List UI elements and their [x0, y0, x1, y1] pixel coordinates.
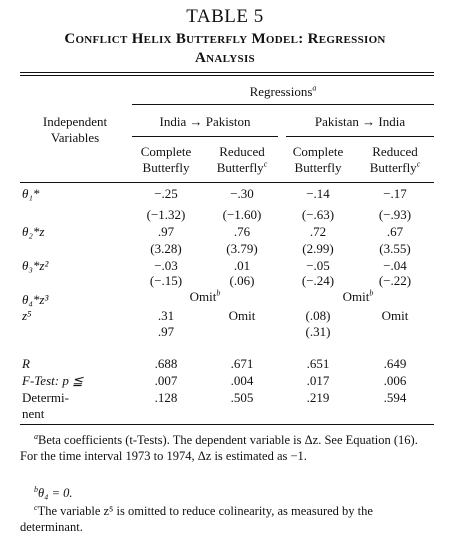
table-cell: (−.93): [378, 207, 412, 222]
table-cell: .97: [157, 224, 175, 239]
row-label: θ₁*: [22, 186, 40, 201]
footnote-a: $^a$Beta coefficients (t-Tests). The dependent variable is Δz. See Equation (16). For the time interval 1973 to 1974, Δz is estimated as −1.: [20, 431, 418, 463]
stat-label: Determi-: [22, 390, 69, 405]
table-cell: (−.24): [301, 273, 335, 288]
table-cell: −.17: [383, 186, 407, 201]
group2-rule: [286, 136, 434, 137]
table-cell: .671: [230, 356, 254, 371]
table-cell: (−1.60): [222, 207, 262, 222]
table-cell: .76: [233, 224, 251, 239]
omit-cell: Omit$^b$: [189, 288, 221, 304]
col3-header: Complete Butterfly: [292, 144, 344, 175]
top-rule: [20, 72, 434, 73]
table-cell: .01: [233, 258, 251, 273]
table-cell: Omit: [381, 308, 409, 323]
subtitle-line-1: Conflict Helix Butterfly Model: Regression: [64, 31, 386, 47]
table-cell: .688: [154, 356, 178, 371]
table-cell: .017: [306, 373, 330, 388]
table-cell: −.25: [154, 186, 178, 201]
table-cell: .651: [306, 356, 330, 371]
row-label: θ₂*z: [22, 224, 45, 239]
regressions-rule: [132, 104, 434, 105]
table-cell: .72: [309, 224, 327, 239]
footnote-b: $^b$θ₄ = 0.: [34, 484, 73, 500]
bottom-rule: [20, 424, 434, 425]
table-cell: .67: [386, 224, 404, 239]
table-cell: .219: [306, 390, 330, 405]
table-cell: −.04: [383, 258, 407, 273]
table-cell: −.14: [306, 186, 330, 201]
stat-label: F-Test: p ≦: [22, 373, 83, 388]
table-cell: (3.79): [226, 241, 258, 256]
col2-header: Reduced Butterfly$^c$: [216, 144, 268, 175]
group1-rule: [132, 136, 278, 137]
table-cell: (−.15): [149, 273, 183, 288]
header-rule: [20, 182, 434, 183]
table-subtitle: [0, 30, 450, 68]
row-label: θ₃*z²: [22, 258, 49, 273]
independent-variables-header: Independent Variables: [42, 114, 108, 145]
stat-label: R: [22, 356, 30, 371]
group-india-pakistan: India → Pakiston: [159, 114, 251, 129]
table-cell: .594: [383, 390, 407, 405]
table-cell: .505: [230, 390, 254, 405]
col4-header: Reduced Butterfly$^c$: [369, 144, 421, 175]
table-cell: .007: [154, 373, 178, 388]
table-cell: (.08): [305, 308, 331, 323]
table-cell: .128: [154, 390, 178, 405]
table-cell: (3.55): [379, 241, 411, 256]
stat-label: nent: [22, 406, 45, 421]
col1-header: Complete Butterfly: [140, 144, 192, 175]
regressions-header: Regressions$^a$: [249, 83, 317, 99]
group-pakistan-india: Pakistan → India: [314, 114, 406, 129]
table-cell: (−.63): [301, 207, 335, 222]
row-label: θ₄*z³: [22, 292, 49, 307]
row-label: z⁵: [22, 308, 32, 323]
table-cell: −.03: [154, 258, 178, 273]
table-cell: Omit: [228, 308, 256, 323]
table-cell: .31: [157, 308, 175, 323]
table-cell: (.31): [305, 324, 331, 339]
table-cell: .649: [383, 356, 407, 371]
table-cell: (2.99): [302, 241, 334, 256]
omit-cell: Omit$^b$: [342, 288, 374, 304]
table-cell: (−1.32): [146, 207, 186, 222]
table-cell: (.06): [229, 273, 255, 288]
table-cell: −.05: [306, 258, 330, 273]
table-cell: .97: [157, 324, 175, 339]
table-cell: (3.28): [150, 241, 182, 256]
footnote-c: $^c$The variable z⁵ is omitted to reduce colinearity, as measured by the determinant.: [20, 502, 373, 534]
table-cell: −.30: [230, 186, 254, 201]
top-rule-double: [20, 75, 434, 76]
table-title: TABLE 5: [186, 6, 264, 27]
table-cell: .006: [383, 373, 407, 388]
table-cell: .004: [230, 373, 254, 388]
subtitle-line-2: Analysis: [195, 50, 255, 66]
table-cell: (−.22): [378, 273, 412, 288]
